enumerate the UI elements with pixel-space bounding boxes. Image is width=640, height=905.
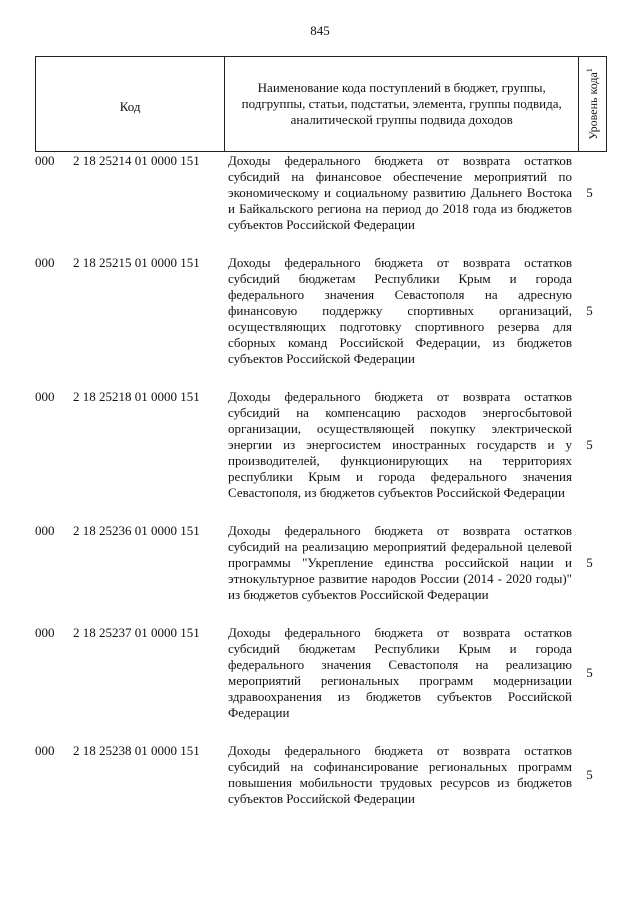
revenue-name: Доходы федерального бюджета от возврата остатков субсидий на финансовое обеспечение мероприятий по экономическому и социальному развитию Дальнего Востока и Байкальского региона на период до 2018 года из бюджетов субъектов Российской Федерации <box>228 153 572 232</box>
revenue-code: 2 18 25218 01 0000 151 <box>73 389 200 404</box>
admin-code: 000 <box>35 743 55 758</box>
table-row <box>35 625 607 721</box>
table-row <box>35 389 607 501</box>
revenue-name: Доходы федерального бюджета от возврата остатков субсидий на компенсацию расходов энергосбытовой организации, осуществляющей покупку электрической энергии из энергосистем иностранных государств и у производителей, функционирующих на территориях республики Крым и города федерального значения Севастополя, из бюджетов субъектов Российской Федерации <box>228 389 572 500</box>
code-level: 5 <box>586 767 593 782</box>
header-level-footnote: 1 <box>584 68 594 73</box>
revenue-name: Доходы федерального бюджета от возврата остатков субсидий на реализацию мероприятий федеральной целевой программы "Укрепление единства российской нации и этнокультурное развитие народов России (2014 - 2020 годы)" из бюджетов субъектов Российской Федерации <box>228 523 572 602</box>
code-level: 5 <box>586 555 593 570</box>
revenue-name: Доходы федерального бюджета от возврата остатков субсидий бюджетам Республики Крым и города федерального значения Севастополя на реализацию мероприятий региональных программ модернизации здравоохранения из бюджетов субъектов Российской Федерации <box>228 625 572 720</box>
admin-code: 000 <box>35 153 55 168</box>
table-row <box>35 153 607 233</box>
header-level-label: Уровень кода <box>585 72 600 140</box>
code-level: 5 <box>586 437 593 452</box>
code-level: 5 <box>586 303 593 318</box>
admin-code: 000 <box>35 389 55 404</box>
revenue-name: Доходы федерального бюджета от возврата остатков субсидий на софинансирование региональных программ повышения мобильности трудовых ресурсов из бюджетов субъектов Российской Федерации <box>228 743 572 806</box>
table-row <box>35 743 607 807</box>
revenue-code: 2 18 25236 01 0000 151 <box>73 523 200 538</box>
admin-code: 000 <box>35 523 55 538</box>
table-body <box>35 153 607 829</box>
code-level: 5 <box>586 185 593 200</box>
revenue-code: 2 18 25237 01 0000 151 <box>73 625 200 640</box>
admin-code: 000 <box>35 625 55 640</box>
table-header <box>35 56 607 152</box>
revenue-code: 2 18 25215 01 0000 151 <box>73 255 200 270</box>
revenue-code: 2 18 25238 01 0000 151 <box>73 743 200 758</box>
header-level-text <box>585 68 601 140</box>
page-number: 845 <box>310 23 330 38</box>
header-level <box>579 57 606 151</box>
table-row <box>35 523 607 603</box>
code-level: 5 <box>586 665 593 680</box>
table-row <box>35 255 607 367</box>
revenue-code: 2 18 25214 01 0000 151 <box>73 153 200 168</box>
revenue-name: Доходы федерального бюджета от возврата остатков субсидий бюджетам Республики Крым и города федерального значения Севастополя на адресную финансовую поддержку спортивных организаций, осуществляющих подготовку спортивного резерва для сборных команд Российской Федерации, из бюджетов субъектов Российской Федерации <box>228 255 572 366</box>
header-code: Код <box>36 57 225 151</box>
admin-code: 000 <box>35 255 55 270</box>
header-name: Наименование кода поступлений в бюджет, группы, подгруппы, статьи, подстатьи, элемента, группы подвида, аналитической группы подвида доходов <box>225 57 579 151</box>
